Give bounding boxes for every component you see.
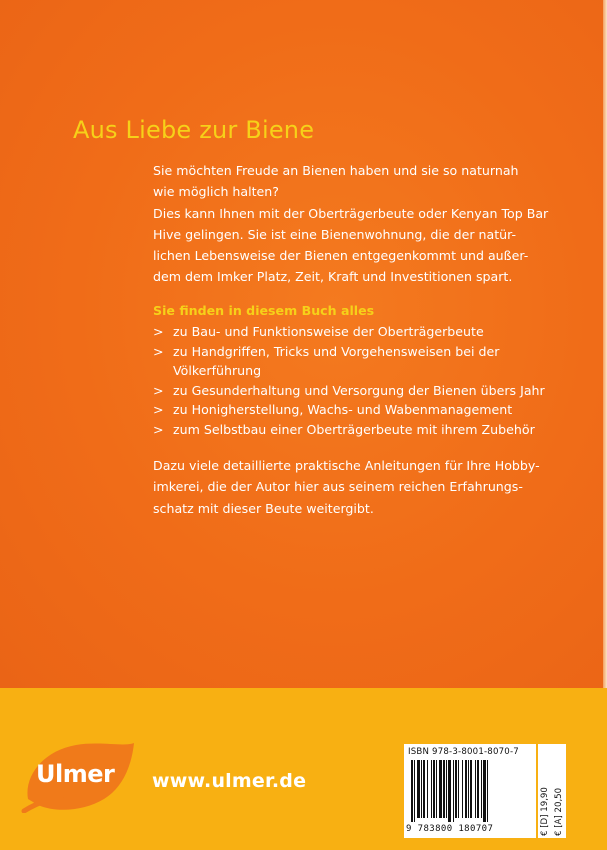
intro-line: Dies kann Ihnen mit der Oberträgerbeute oder Kenyan Top Bar [153, 205, 549, 221]
barcode-bar [462, 760, 463, 818]
isbn-text: ISBN 978-3-8001-8070-7 [408, 747, 519, 757]
closing-paragraph [153, 455, 548, 519]
barcode-bars-icon [409, 760, 531, 822]
intro-paragraph [153, 160, 553, 288]
barcode-bar [421, 760, 422, 818]
barcode-bar [446, 760, 447, 818]
price-germany [538, 744, 552, 838]
list-item-text: zu Bau- und Funktionsweise der Oberträgerbeute [173, 324, 484, 339]
barcode-bar [423, 760, 425, 818]
barcode-bar [465, 760, 467, 818]
barcode-bar [433, 760, 435, 818]
barcode-bar [458, 760, 459, 818]
list-item-text: zu Handgriffen, Tricks und Vorgehensweisen bei der Völkerführung [173, 343, 500, 379]
intro-line: Hive gelingen. Sie ist eine Bienenwohnung, die der natür- [153, 226, 517, 242]
features-list [153, 322, 573, 440]
barcode-bar [453, 760, 454, 822]
closing-line: schatz mit dieser Beute weitergibt. [153, 500, 374, 516]
barcode-bar [431, 760, 432, 818]
barcode-bar [475, 760, 476, 818]
barcode-bar [448, 760, 451, 822]
list-item [153, 342, 573, 381]
barcode-bar [417, 760, 420, 818]
publisher-logo-text: Ulmer [36, 760, 115, 788]
barcode-bar [455, 760, 457, 818]
price-austria [552, 744, 566, 838]
list-item [153, 322, 573, 342]
barcode-bar [483, 760, 486, 822]
price-at-text: € [A] 20,50 [554, 787, 564, 836]
intro-line: lichen Lebensweise der Bienen entgegenkommt und außer- [153, 248, 529, 264]
barcode-bar [477, 760, 479, 818]
price-de-text: € [D] 19,90 [540, 787, 550, 836]
list-item-text: zu Gesunderhaltung und Versorgung der Bienen übers Jahr [173, 382, 545, 398]
closing-line: Dazu viele detaillierte praktische Anleitungen für Ihre Hobby- [153, 458, 540, 473]
list-item-text: zum Selbstbau einer Oberträgerbeute mit ihrem Zubehör [173, 421, 535, 437]
barcode-bar [427, 760, 428, 818]
barcode [404, 744, 536, 838]
barcode-bar [411, 760, 413, 822]
barcode-bar [439, 760, 442, 818]
bullet-marker: > [153, 421, 164, 437]
barcode-bar [470, 760, 472, 818]
bullet-marker: > [153, 402, 164, 418]
list-item [153, 400, 573, 420]
barcode-bar [468, 760, 469, 818]
list-item [153, 420, 573, 440]
intro-line: Sie möchten Freude an Bienen haben und sie so naturnah [153, 163, 519, 178]
bullet-marker: > [153, 382, 164, 398]
book-title: Aus Liebe zur Biene [73, 116, 315, 144]
intro-line: dem dem Imker Platz, Zeit, Kraft und Investitionen spart. [153, 269, 513, 285]
features-heading: Sie finden in diesem Buch alles [153, 303, 375, 318]
barcode-bar [487, 760, 488, 822]
closing-line: imkerei, die der Autor hier aus seinem reichen Erfahrungs- [153, 479, 523, 495]
intro-line: wie möglich halten? [153, 184, 279, 200]
list-item [153, 381, 573, 401]
barcode-bar [414, 760, 415, 822]
list-item-text: zu Honigherstellung, Wachs- und Wabenmanagement [173, 402, 513, 418]
barcode-bar [443, 760, 445, 818]
barcode-bar [436, 760, 437, 818]
bullet-marker: > [153, 343, 164, 359]
barcode-digits: 9 783800 180707 [406, 824, 494, 834]
bullet-marker: > [153, 324, 164, 339]
barcode-bar [481, 760, 482, 818]
publisher-url[interactable]: www.ulmer.de [152, 770, 307, 792]
